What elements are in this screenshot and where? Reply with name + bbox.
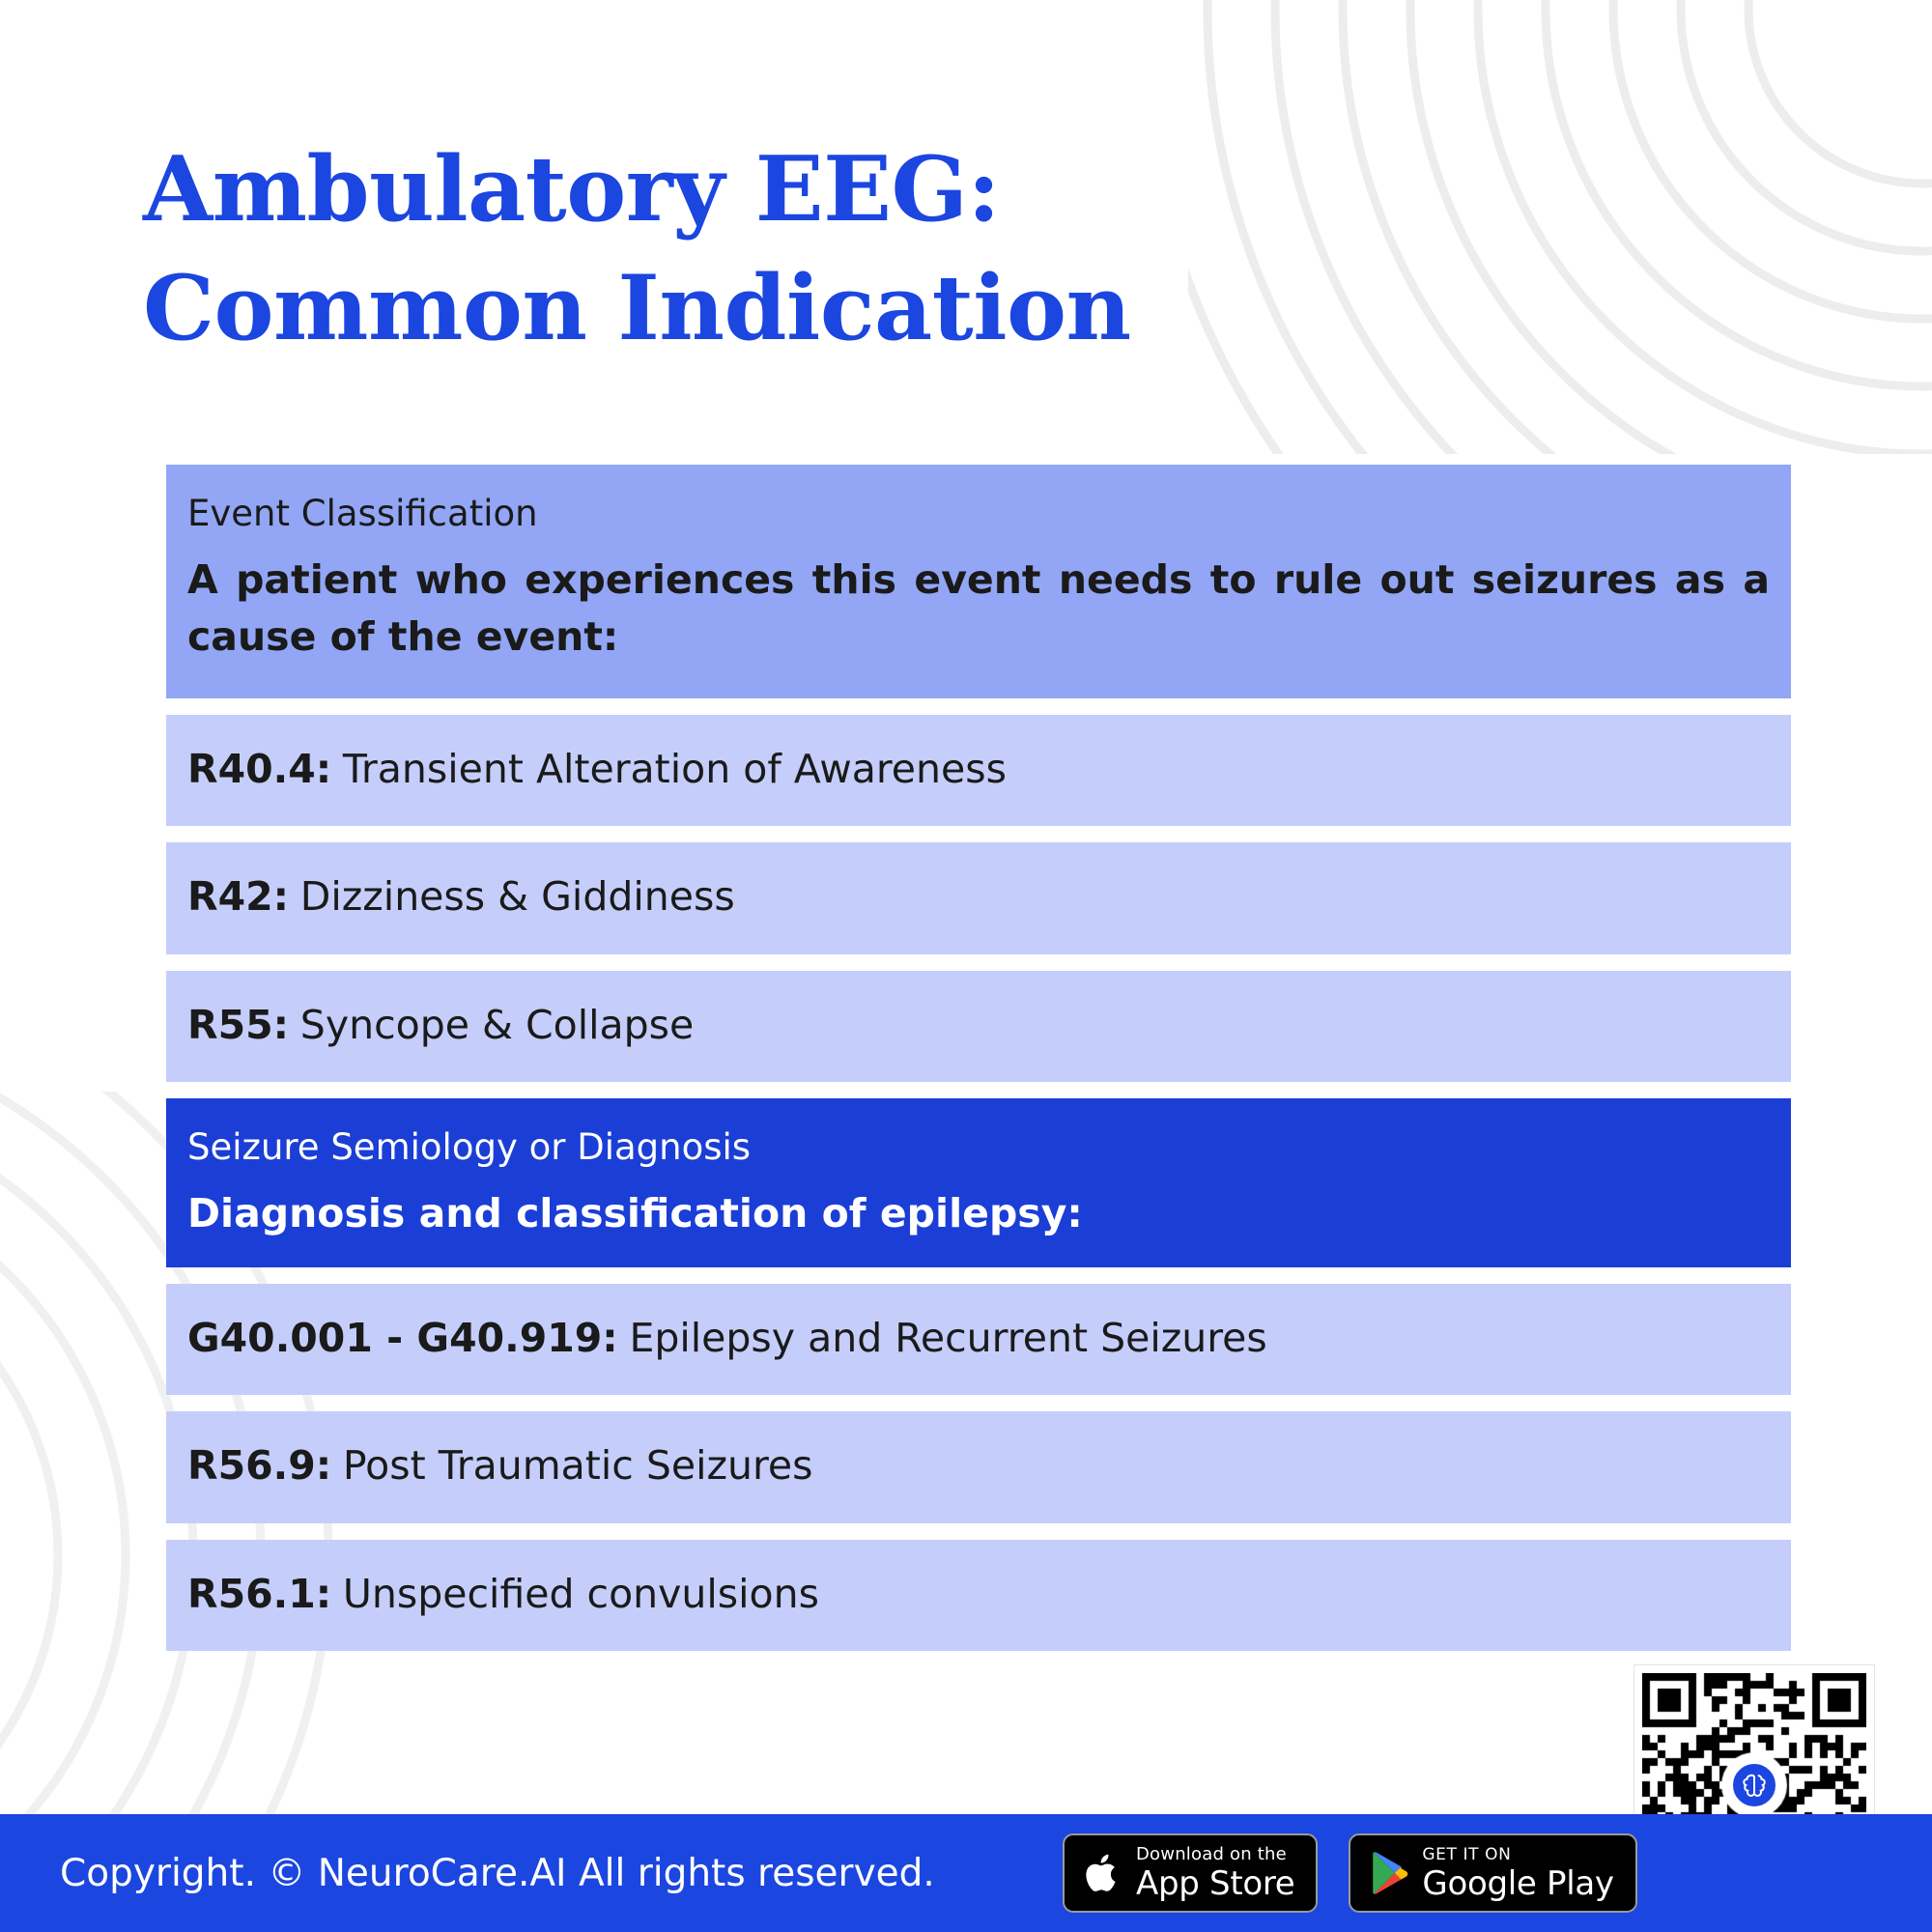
list-item bbox=[166, 1284, 1791, 1395]
icd-description: Dizziness & Giddiness bbox=[299, 873, 735, 921]
store-badges bbox=[1063, 1833, 1637, 1913]
copyright-text: Copyright. © NeuroCare.AI All rights reserved. bbox=[60, 1851, 935, 1895]
section-kicker: Seizure Semiology or Diagnosis bbox=[187, 1126, 752, 1169]
section-kicker: Event Classification bbox=[187, 493, 538, 534]
section-lead: A patient who experiences this event needs to rule out seizures as a cause of the event: bbox=[187, 555, 1770, 660]
page-title bbox=[143, 130, 1592, 368]
list-item bbox=[166, 971, 1791, 1082]
page-title-line-1: Ambulatory EEG: bbox=[143, 136, 1001, 242]
page-title-line-2: Common Indication bbox=[143, 254, 1131, 360]
apple-icon bbox=[1082, 1850, 1122, 1896]
icd-description: Epilepsy and Recurrent Seizures bbox=[629, 1314, 1267, 1361]
google-play-small-label: GET IT ON bbox=[1422, 1844, 1512, 1864]
list-item bbox=[166, 842, 1791, 953]
app-store-label: App Store bbox=[1136, 1864, 1295, 1903]
list-item bbox=[166, 1411, 1791, 1522]
icd-code: R42: bbox=[187, 873, 290, 921]
google-play-label: Google Play bbox=[1422, 1863, 1614, 1903]
section-header-event-classification bbox=[166, 465, 1791, 698]
google-play-button[interactable] bbox=[1349, 1833, 1636, 1913]
section-header-seizure-semiology bbox=[166, 1098, 1791, 1267]
section-lead: Diagnosis and classification of epilepsy: bbox=[187, 1189, 1083, 1236]
icd-code: R56.1: bbox=[187, 1570, 332, 1617]
icd-code: R55: bbox=[187, 1001, 290, 1048]
brain-icon bbox=[1728, 1759, 1780, 1811]
app-store-button[interactable] bbox=[1063, 1833, 1318, 1913]
icd-description: Syncope & Collapse bbox=[299, 1001, 695, 1048]
icd-code: G40.001 - G40.919: bbox=[187, 1314, 618, 1361]
icd-code: R56.9: bbox=[187, 1442, 332, 1490]
icd-description: Unspecified convulsions bbox=[342, 1570, 819, 1617]
google-play-icon bbox=[1368, 1851, 1408, 1895]
footer-bar bbox=[0, 1814, 1932, 1932]
list-item bbox=[166, 715, 1791, 826]
icd-description: Post Traumatic Seizures bbox=[342, 1442, 813, 1490]
icd-code: R40.4: bbox=[187, 745, 332, 792]
icd-description: Transient Alteration of Awareness bbox=[342, 745, 1007, 792]
app-store-small-label: Download on the bbox=[1136, 1844, 1287, 1864]
list-item bbox=[166, 1540, 1791, 1651]
indications-list bbox=[166, 465, 1791, 1667]
